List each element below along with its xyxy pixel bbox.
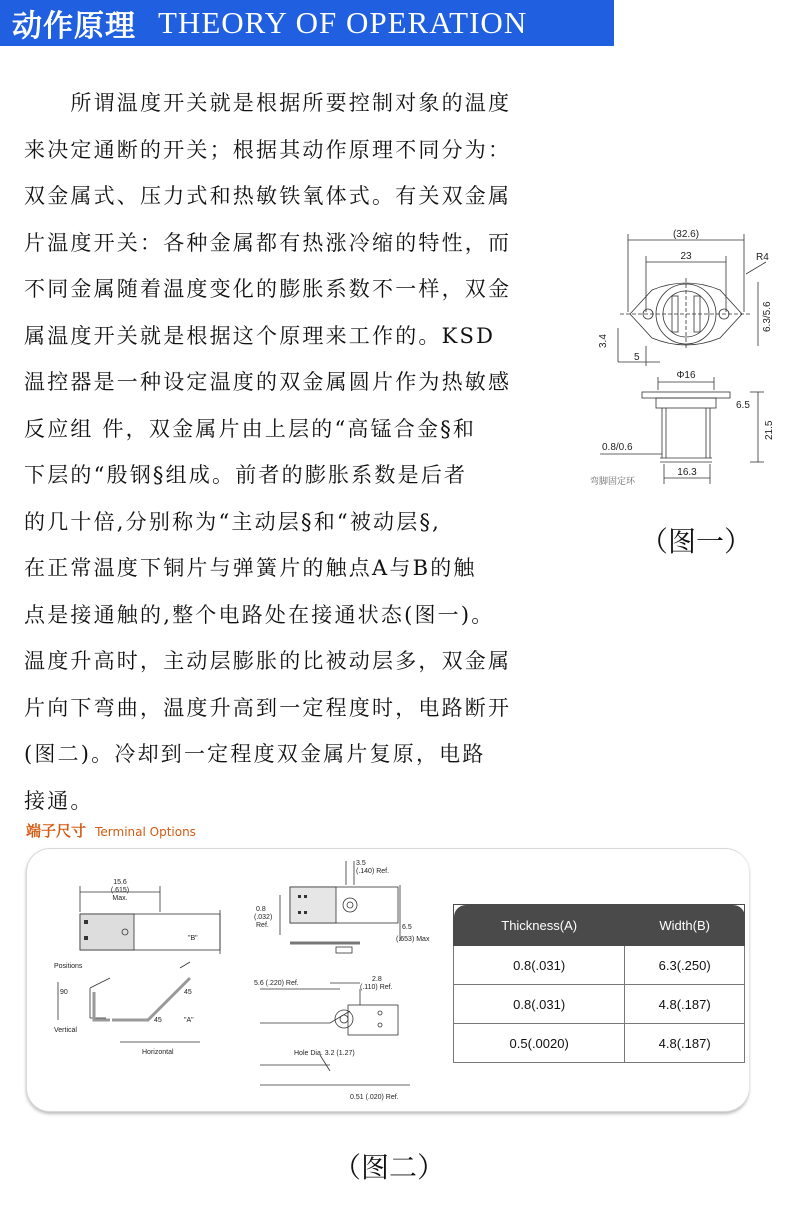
text-line: 所谓温度开关就是根据所要控制对象的温度: [24, 91, 512, 115]
angle-45b: 45: [154, 1017, 162, 1024]
figure2-caption: （图二）: [333, 1151, 446, 1184]
text-line: 下层的“殷钢§组成。前者的膨胀系数是后者: [24, 463, 468, 487]
text-line: 不同金属随着温度变化的膨胀系数不一样，双金: [24, 277, 512, 301]
column-header-width: Width(B): [625, 905, 745, 946]
dim-thick-c: Ref.: [256, 922, 269, 929]
dim-label-a: "A": [184, 1017, 194, 1024]
dim-right-height: 6.3/5.6: [762, 301, 773, 332]
section-title-en: THEORY OF OPERATION: [158, 5, 528, 40]
text-line: 温控器是一种设定温度的双金属圆片作为热敏感: [24, 370, 512, 394]
dim-overall: (32.6): [672, 229, 700, 240]
dim-label-b: "B": [188, 935, 198, 942]
body-paragraph: [24, 80, 584, 824]
dim-top-a: 3.5: [356, 860, 366, 867]
dim-pin-height: 6.5: [736, 400, 750, 411]
angle-90: 90: [60, 989, 68, 996]
dim-thick-b: (.032): [254, 914, 273, 921]
terminal-spec-table: [453, 904, 745, 1063]
text-line: 属温度开关就是根据这个原理来工作的。KSD: [24, 323, 496, 348]
table-cell: 4.8(.187): [625, 1024, 745, 1063]
text-line: 来决定通断的开关；根据其动作原理不同分为：: [24, 137, 512, 162]
dim-top-b: (.140) Ref.: [356, 868, 390, 875]
section-title-cn: 动作原理: [12, 9, 136, 44]
table-row: [454, 946, 745, 985]
terminal-title-en: Terminal Options: [95, 825, 196, 839]
horizontal-label: Horizontal: [142, 1049, 174, 1056]
text-line: 双金属式、压力式和热敏铁氧体式。有关双金属: [24, 184, 512, 208]
text-line: 接通。: [24, 788, 94, 813]
dim-ref-56: 5.6 (.220) Ref.: [254, 980, 299, 987]
dim-thick-a: 0.8: [256, 906, 266, 913]
dim-diameter: Φ16: [676, 370, 696, 381]
dim-hole-spacing: 23: [680, 251, 692, 262]
text-line: 在正常温度下铜片与弹簧片的触点A与B的触: [24, 556, 477, 580]
dim-width-b: (.615): [110, 887, 130, 894]
dim-left-height: 3.4: [598, 334, 609, 348]
dim-ref-28a: 2.8: [372, 976, 382, 983]
dim-width-c: Max.: [112, 895, 128, 902]
figure1-caption: （图一）: [640, 525, 753, 558]
table-cell: 4.8(.187): [625, 985, 745, 1024]
column-header-thickness: Thickness(A): [454, 905, 625, 946]
dim-ref-28b: (.110) Ref.: [360, 984, 393, 991]
table-row: [454, 1024, 745, 1063]
dim-pin-thickness: 0.8/0.6: [602, 442, 633, 453]
dim-len-a: 6.5: [402, 924, 412, 931]
dim-width-a: 15.6: [113, 879, 127, 886]
table-header-row: [454, 905, 745, 946]
dim-total-height: 21.5: [764, 420, 775, 440]
dim-left-offset: 5: [634, 352, 640, 363]
dim-radius: R4: [756, 252, 769, 263]
dim-note: 弯脚固定环: [590, 476, 636, 486]
table-cell: 0.8(.031): [454, 946, 625, 985]
vertical-label: Vertical: [54, 1027, 77, 1034]
text-line: 片温度开关：各种金属都有热涨冷缩的特性，而: [24, 230, 512, 255]
positions-label: Positions: [54, 963, 83, 970]
thermostat-drawing: [590, 222, 780, 490]
text-line: 点是接通触的,整个电路处在接通状态(图一)。: [24, 602, 495, 627]
angle-45: 45: [184, 989, 192, 996]
dim-len-b: (.653) Max: [396, 936, 430, 943]
section-header: [0, 0, 614, 46]
table-row: [454, 985, 745, 1024]
table-cell: 0.5(.0020): [454, 1024, 625, 1063]
terminal-blade-drawing: [50, 870, 240, 1060]
text-line: 温度升高时，主动层膨胀的比被动层多，双金属: [24, 649, 512, 673]
text-line: 的几十倍,分别称为“主动层§和“被动层§,: [24, 509, 442, 534]
terminal-title-cn: 端子尺寸: [26, 822, 87, 840]
dim-hole: Hole Dia. 3.2 (1.27): [294, 1050, 355, 1057]
table-cell: 6.3(.250): [625, 946, 745, 985]
text-line: 反应组 件，双金属片由上层的“高锰合金§和: [24, 416, 477, 441]
text-line: 片向下弯曲，温度升高到一定程度时，电路断开: [24, 695, 512, 720]
table-cell: 0.8(.031): [454, 985, 625, 1024]
dim-pin-spacing: 16.3: [677, 467, 697, 478]
text-line: (图二)。冷却到一定程度双金属片复原，电路: [24, 742, 486, 766]
terminal-hole-drawing: [250, 855, 440, 1105]
dim-ref-051: 0.51 (.020) Ref.: [350, 1094, 399, 1101]
terminal-title: [26, 820, 196, 841]
